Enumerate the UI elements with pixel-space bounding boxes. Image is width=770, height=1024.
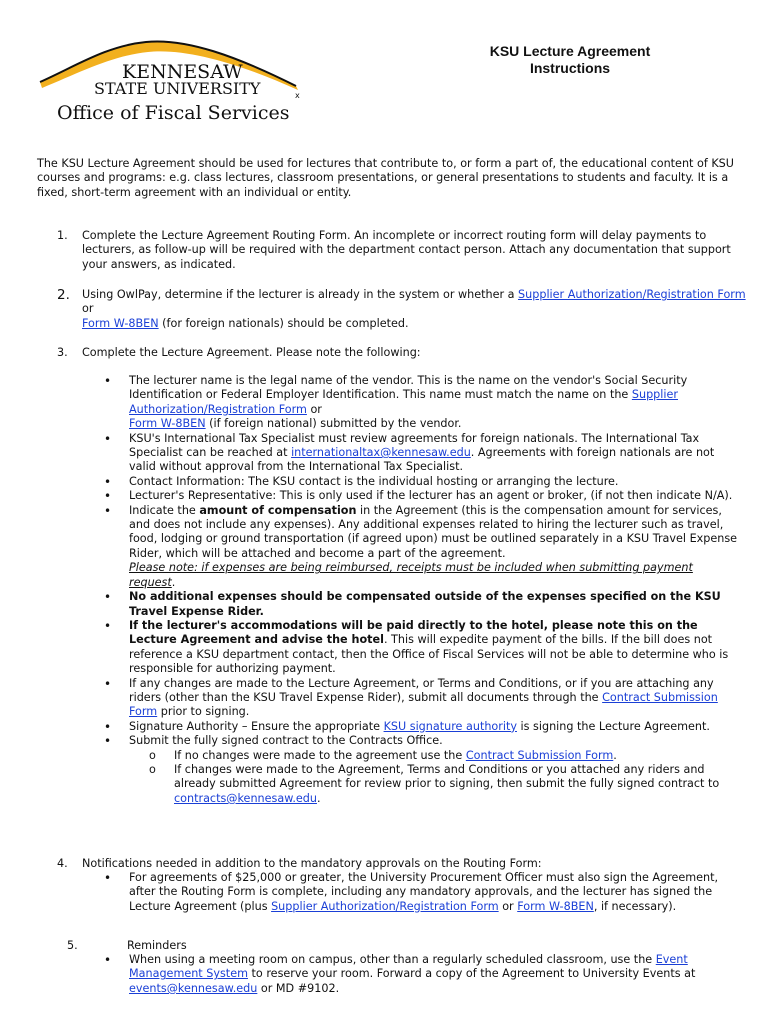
contracts-email-link[interactable]: contracts@kennesaw.edu <box>174 791 317 805</box>
event-management-link[interactable]: Event Management System <box>129 953 688 981</box>
step-4-bullets <box>104 871 739 914</box>
step-3-bullets <box>104 374 739 806</box>
sub-item: o If changes were made to the Agreement, Terms and Conditions or you attached any riders and already submitted Agreement for review prior to signing, then submit the fully signed contract to contracts@kennesaw.edu. <box>149 762 720 805</box>
list-item: • The lecturer name is the legal name of the vendor. This is the name on the vendor's Social Security Identification or Federal Employer Identification. This name must match the name on the Supplier Authorization/Registration Form or Form W-8BEN (if foreign national) submitted by the vendor. <box>104 374 688 431</box>
contract-submission-link[interactable]: Contract Submission Form <box>129 690 718 719</box>
step-number: 2. <box>57 287 70 303</box>
step-number: 4. <box>57 857 68 870</box>
sub-list <box>129 749 739 807</box>
w8ben-link[interactable]: Form W-8BEN <box>82 316 159 330</box>
list-item: • Submit the fully signed contract to the Contracts Office. o If no changes were made to the agreement use the Contract Submission Form. o If changes were made to the Agreement, Terms and Conditions or you attached any riders and already submitted Agreement for review prior to signing, then submit the fully signed contract to contracts@kennesaw.edu. <box>104 734 739 806</box>
events-email-link[interactable]: events@kennesaw.edu <box>129 981 258 995</box>
step-text: Complete the Lecture Agreement Routing Form. An incomplete or incorrect routing form will delay payments to lecturers, as follow-up will be required with the department contact person. Attach any documentation that support your answers, as indicated. <box>82 229 731 271</box>
logo-line2: STATE UNIVERSITY <box>94 79 261 98</box>
step-5-bullets <box>104 953 739 996</box>
ksu-logo-graphic <box>36 36 306 106</box>
title-line1: KSU Lecture Agreement <box>489 43 651 59</box>
sub-item: o If no changes were made to the agreement use the Contract Submission Form. <box>149 748 617 762</box>
list-item: • For agreements of $25,000 or greater, the University Procurement Officer must also sign the Agreement, after the Routing Form is complete, including any mandatory approvals, and the lecturer has signed the Lecture Agreement (plus Supplier Authorization/Registration Form or Form W-8BEN, if necessary). <box>104 871 719 913</box>
contract-submission-link[interactable]: Contract Submission Form <box>465 748 614 762</box>
list-item: • Contact Information: The KSU contact is the individual hosting or arranging the lecture. <box>104 474 619 489</box>
signature-authority-link[interactable]: KSU signature authority <box>383 719 517 733</box>
list-item: • Indicate the amount of compensation in the Agreement (this is the compensation amount for services, and does not include any expenses). Any additional expenses related to hiring the lecturer such as travel, food, lodging or ground transportation (if agreed upon) must be outlined separately in a KSU Travel Expense Rider, which will be attached and become a part of the agreement. Please note: if expenses are being reimbursed, receipts must be included when submitting payment request. <box>104 503 738 589</box>
title-line2: Instructions <box>529 60 611 76</box>
expense-note: Please note: if expenses are being reimbursed, receipts must be included when submitting payment request <box>129 561 693 589</box>
step-text: Complete the Lecture Agreement. Please note the following: <box>82 346 421 359</box>
step-text: Reminders <box>127 939 187 952</box>
step-number: 1. <box>57 229 68 242</box>
logo-line1: KENNESAW <box>122 61 243 83</box>
step-4 <box>57 857 747 871</box>
list-item: • If any changes are made to the Lecture Agreement, or Terms and Conditions, or if you are attaching any riders (other than the KSU Travel Expense Rider), submit all documents through the Contract Submission Form prior to signing. <box>104 676 718 719</box>
step-number: 3. <box>57 346 68 359</box>
w8ben-link[interactable]: Form W-8BEN <box>129 417 206 431</box>
ksu-logo <box>36 36 306 106</box>
office-name: Office of Fiscal Services <box>57 102 290 124</box>
document-title <box>470 43 670 77</box>
list-item: • Signature Authority – Ensure the appropriate KSU signature authority is signing the Lecture Agreement. <box>104 719 710 734</box>
step-2 <box>57 288 747 331</box>
supplier-form-link[interactable]: Supplier Authorization/Registration Form <box>271 899 499 913</box>
w8ben-link[interactable]: Form W-8BEN <box>517 899 594 913</box>
list-item: • KSU's International Tax Specialist must review agreements for foreign nationals. The International Tax Specialist can be reached at internationaltax@kennesaw.edu. Agreements with foreign nationals are not valid without approval from the International Tax Specialist. <box>104 431 715 474</box>
supplier-form-link[interactable]: Supplier Authorization/Registration Form <box>129 388 678 416</box>
intl-tax-email-link[interactable]: internationaltax@kennesaw.edu <box>291 446 471 460</box>
intro-paragraph: The KSU Lecture Agreement should be used for lectures that contribute to, or form a part of, the educational content of KSU courses and programs: e.g. class lectures, classroom presentations, or general presentations to students and faculty. It is a fixed, short-term agreement with an individual or entity. <box>37 157 734 199</box>
step-3 <box>57 346 747 360</box>
step-text: Notifications needed in addition to the mandatory approvals on the Routing Form: <box>82 857 542 870</box>
list-item: • When using a meeting room on campus, other than a regularly scheduled classroom, use the Event Management System to reserve your room. Forward a copy of the Agreement to University Events at events@kennesaw.edu or MD #9102. <box>104 953 696 995</box>
list-item: • Lecturer's Representative: This is only used if the lecturer has an agent or broker, (if not then indicate N/A). <box>104 489 733 504</box>
step-text: Using OwlPay, determine if the lecturer is already in the system or whether a Supplier Authorization/Registration Form or Form W-8BEN (for foreign nationals) should be completed. <box>82 288 746 330</box>
step-1 <box>57 229 747 272</box>
list-item: • No additional expenses should be compensated outside of the expenses specified on the KSU Travel Expense Rider. <box>104 590 721 618</box>
logo-mark: x <box>295 91 300 100</box>
supplier-form-link[interactable]: Supplier Authorization/Registration Form <box>518 288 746 301</box>
list-item: • If the lecturer's accommodations will be paid directly to the hotel, please note this on the Lecture Agreement and advise the hotel. This will expedite payment of the bills. If the bill does not reference a KSU department contact, then the Office of Fiscal Services will not be able to determine who is responsible for authorizing payment. <box>104 618 729 676</box>
step-5 <box>57 939 747 953</box>
step-number: 5. <box>67 939 78 952</box>
